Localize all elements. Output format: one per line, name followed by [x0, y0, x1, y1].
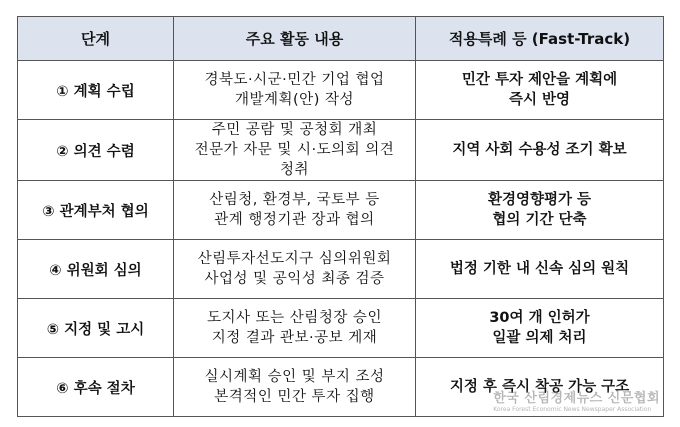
stage-cell: ① 계획 수립 [18, 61, 174, 120]
stage-cell: ⑤ 지정 및 고시 [18, 299, 174, 358]
activity-line: 청취 [279, 162, 309, 178]
table-row [18, 181, 664, 240]
fast-track-line: 즉시 반영 [508, 92, 571, 108]
activity-line: 경북도·시군·민간 기업 협업 [204, 72, 385, 88]
stage-cell: ③ 관계부처 협의 [18, 181, 174, 240]
activity-line: 전문가 자문 및 시·도의회 의견 [194, 142, 395, 158]
fast-track-line: 협의 기간 단축 [492, 212, 587, 228]
activity-line: 지정 결과 관보·공보 게재 [211, 330, 378, 346]
activity-line: 산림청, 환경부, 국토부 등 [209, 192, 380, 208]
fast-track-cell [416, 61, 664, 120]
activity-line: 관계 행정기관 장과 협의 [214, 212, 375, 228]
fast-track-cell [416, 240, 664, 299]
stage-cell: ④ 위원회 심의 [18, 240, 174, 299]
fast-track-line: 지정 후 즉시 착공 가능 구조 [449, 379, 630, 395]
activity-line: 개발계획(안) 작성 [235, 92, 354, 108]
fast-track-cell [416, 120, 664, 181]
table-row [18, 61, 664, 120]
table-row [18, 299, 664, 358]
activity-line: 도지사 또는 산림청장 승인 [207, 310, 382, 326]
activity-cell [174, 61, 416, 120]
activity-line: 산림투자선도지구 심의위원회 [197, 251, 392, 267]
activity-line: 본격적인 민간 투자 집행 [214, 389, 375, 405]
fast-track-line: 환경영향평가 등 [487, 192, 592, 208]
activity-cell [174, 181, 416, 240]
header-stage: 단계 [18, 17, 174, 61]
fast-track-line: 일괄 의제 처리 [492, 330, 587, 346]
fast-track-line: 30여 개 인허가 [489, 310, 590, 326]
activity-cell [174, 358, 416, 417]
table-row [18, 240, 664, 299]
stage-cell: ② 의견 수렴 [18, 120, 174, 181]
procedure-table [17, 16, 664, 417]
fast-track-cell [416, 181, 664, 240]
watermark [493, 387, 660, 413]
activity-line: 실시계획 승인 및 부지 조성 [204, 369, 385, 385]
table-header-row [18, 17, 664, 61]
header-activity: 주요 활동 내용 [174, 17, 416, 61]
activity-line: 주민 공람 및 공청회 개최 [211, 122, 378, 138]
fast-track-line: 법정 기한 내 신속 심의 원칙 [449, 261, 630, 277]
watermark-subtext: Korea Forest Economic News Newspaper Association [493, 406, 652, 413]
activity-cell [174, 240, 416, 299]
header-fast-track: 적용특례 등 (Fast-Track) [416, 17, 664, 61]
activity-cell [174, 299, 416, 358]
activity-line: 사업성 및 공익성 최종 검증 [204, 271, 385, 287]
fast-track-line: 지역 사회 수용성 조기 확보 [452, 142, 627, 158]
activity-cell [174, 120, 416, 181]
fast-track-line: 민간 투자 제안을 계획에 [461, 72, 618, 88]
stage-cell: ⑥ 후속 절차 [18, 358, 174, 417]
fast-track-cell [416, 299, 664, 358]
table-row [18, 120, 664, 181]
watermark-text: 한국 산림경제뉴스 신문협회 [493, 391, 660, 406]
